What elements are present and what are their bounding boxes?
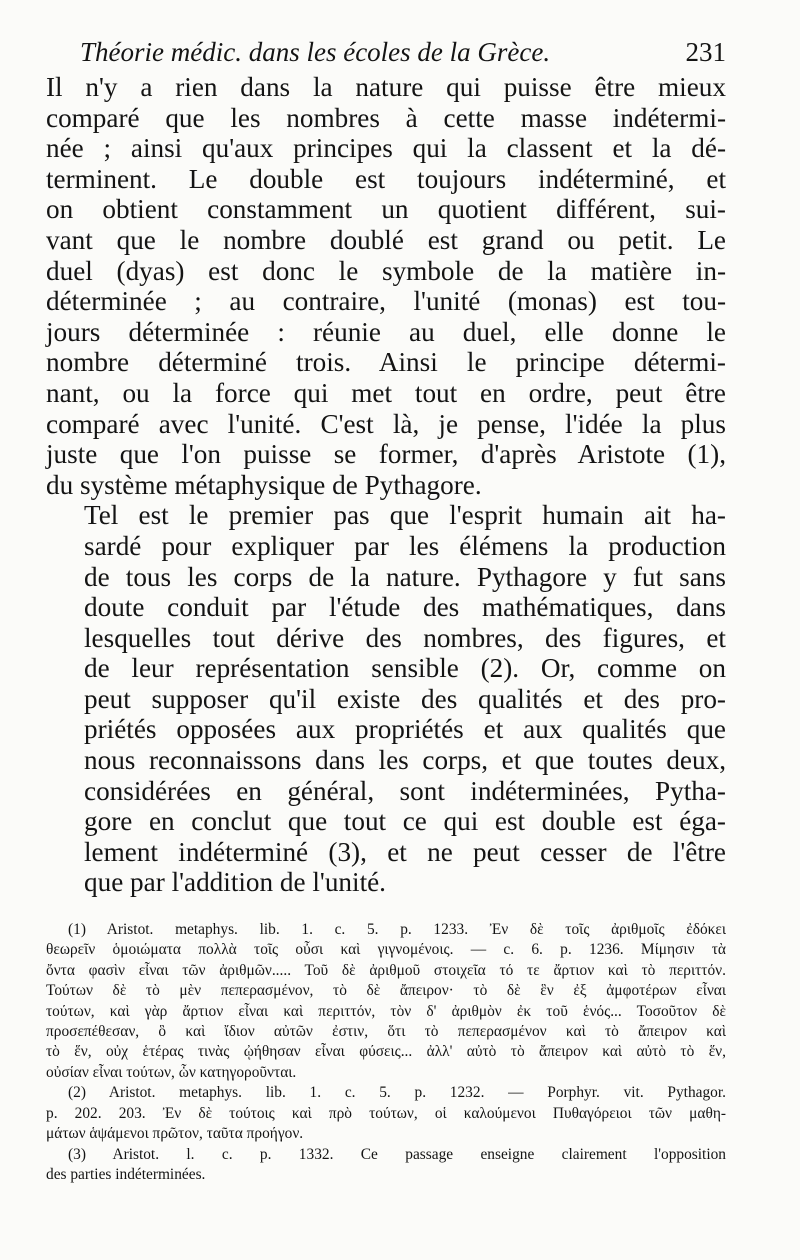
footnote-line: (1) Aristot. metaphys. lib. 1. c. 5. p. 1233. Ἐν δὲ τοῖς ἀριθμοῖς ἐδόκει <box>68 921 726 939</box>
running-title: Théorie médic. dans les écoles de la Grèce. <box>80 37 551 67</box>
text-line: du système métaphysique de Pythagore. <box>46 469 482 500</box>
text-line: nous reconnaissons dans les corps, et que toutes deux, <box>84 745 726 776</box>
text-line: lesquelles tout dérive des nombres, des figures, et <box>84 622 726 653</box>
footnote-line: p. 202. 203. Ἐν δὲ τούτοις καὶ πρὸ τούτων, οἱ καλούμενοι Πυθαγόρειοι τῶν μαθη- <box>46 1104 726 1122</box>
text-line: née ; ainsi qu'aux principes qui la classent et la dé- <box>46 133 726 164</box>
text-line: gore en conclut que tout ce qui est double est éga- <box>84 806 726 837</box>
footnote-line: μάτων ἁψάμενοι πρῶτον, ταῦτα προήγον. <box>46 1125 304 1143</box>
text-line: considérées en général, sont indéterminées, Pytha- <box>84 775 726 806</box>
paragraph <box>46 72 726 500</box>
text-line: priétés opposées aux propriétés et aux qualités que <box>84 714 726 745</box>
footnote-line: θεωρεῖν ὁμοιώματα πολλὰ τοῖς οὖσι καὶ γιγνομένοις. — c. 6. p. 1236. Μίμησιν τὰ <box>46 941 726 959</box>
footnote-1 <box>46 920 726 1083</box>
text-line: on obtient constamment un quotient différent, sui- <box>46 194 726 225</box>
text-line: lement indéterminé (3), et ne peut cesser de l'être <box>84 836 726 867</box>
text-line: peut supposer qu'il existe des qualités et des pro- <box>84 683 726 714</box>
text-line: juste que l'on puisse se former, d'après Aristote (1), <box>46 439 726 470</box>
text-line: comparé que les nombres à cette masse indétermi- <box>46 102 726 133</box>
text-line: duel (dyas) est donc le symbole de la matière in- <box>46 255 726 286</box>
text-line: sardé pour expliquer par les élémens la production <box>84 530 726 561</box>
text-line: nombre déterminé trois. Ainsi le principe détermi- <box>46 347 726 378</box>
paragraph <box>46 500 726 898</box>
footnote-line: ὄντα φασὶν εἶναι τῶν ἀριθμῶν..... Τοῦ δὲ ἀριθμοῦ στοιχεῖα τό τε ἄρτιον καὶ τὸ περιττόν. <box>46 961 726 979</box>
footnote-3 <box>46 1145 726 1186</box>
footnote-line: Τούτων δὲ τὸ μὲν πεπερασμένον, τὸ δὲ ἄπειρον· τὸ δὲ ἓν ἐξ ἀμφοτέρων εἶναι <box>46 982 726 1000</box>
text-line: terminent. Le double est toujours indéterminé, et <box>46 163 726 194</box>
footnote-line: τὸ ἕν, οὐχ ἑτέρας τινὰς ᾠήθησαν εἶναι φύσεις... ἀλλ' αὐτὸ τὸ ἄπειρον καὶ αὐτὸ τὸ ἕν, <box>46 1043 726 1061</box>
text-line: doute conduit par l'étude des mathématiques, dans <box>84 592 726 623</box>
text-line: que par l'addition de l'unité. <box>84 867 386 898</box>
text-line: Tel est le premier pas que l'esprit humain ait ha- <box>84 500 726 531</box>
footnote-line: des parties indéterminées. <box>46 1165 206 1183</box>
text-line: de leur représentation sensible (2). Or, comme on <box>84 653 726 684</box>
footnote-2 <box>46 1083 726 1144</box>
running-head <box>80 32 726 72</box>
footnote-line: τούτων, καὶ γὰρ ἄρτιον εἶναι καὶ περιττόν, τὸν δ' ἀριθμὸν ἐκ τοῦ ἑνός... Τοσοῦτον δὲ <box>46 1002 726 1020</box>
text-line: nant, ou la force qui met tout en ordre, peut être <box>46 377 726 408</box>
text-line: jours déterminée : réunie au duel, elle donne le <box>46 316 726 347</box>
text-line: comparé avec l'unité. C'est là, je pense, l'idée la plus <box>46 408 726 439</box>
page-number: 231 <box>685 37 726 67</box>
body-text <box>46 72 726 898</box>
footnotes <box>46 920 726 1185</box>
text-line: déterminée ; au contraire, l'unité (monas) est tou- <box>46 286 726 317</box>
footnote-line: προσεπέθεσαν, ὃ καὶ ἴδιον αὐτῶν ἐστιν, ὅτι τὸ πεπερασμένον καὶ τὸ ἄπειρον καὶ <box>46 1023 726 1041</box>
text-line: Il n'y a rien dans la nature qui puisse être mieux <box>46 72 726 102</box>
footnote-line: (3) Aristot. l. c. p. 1332. Ce passage enseigne clairement l'opposition <box>68 1145 726 1163</box>
footnote-line: οὐσίαν εἶναι τούτων, ὧν κατηγοροῦνται. <box>46 1063 297 1081</box>
text-line: vant que le nombre doublé est grand ou petit. Le <box>46 224 726 255</box>
text-line: de tous les corps de la nature. Pythagore y fut sans <box>84 561 726 592</box>
footnote-line: (2) Aristot. metaphys. lib. 1. c. 5. p. 1232. — Porphyr. vit. Pythagor. <box>68 1084 726 1102</box>
